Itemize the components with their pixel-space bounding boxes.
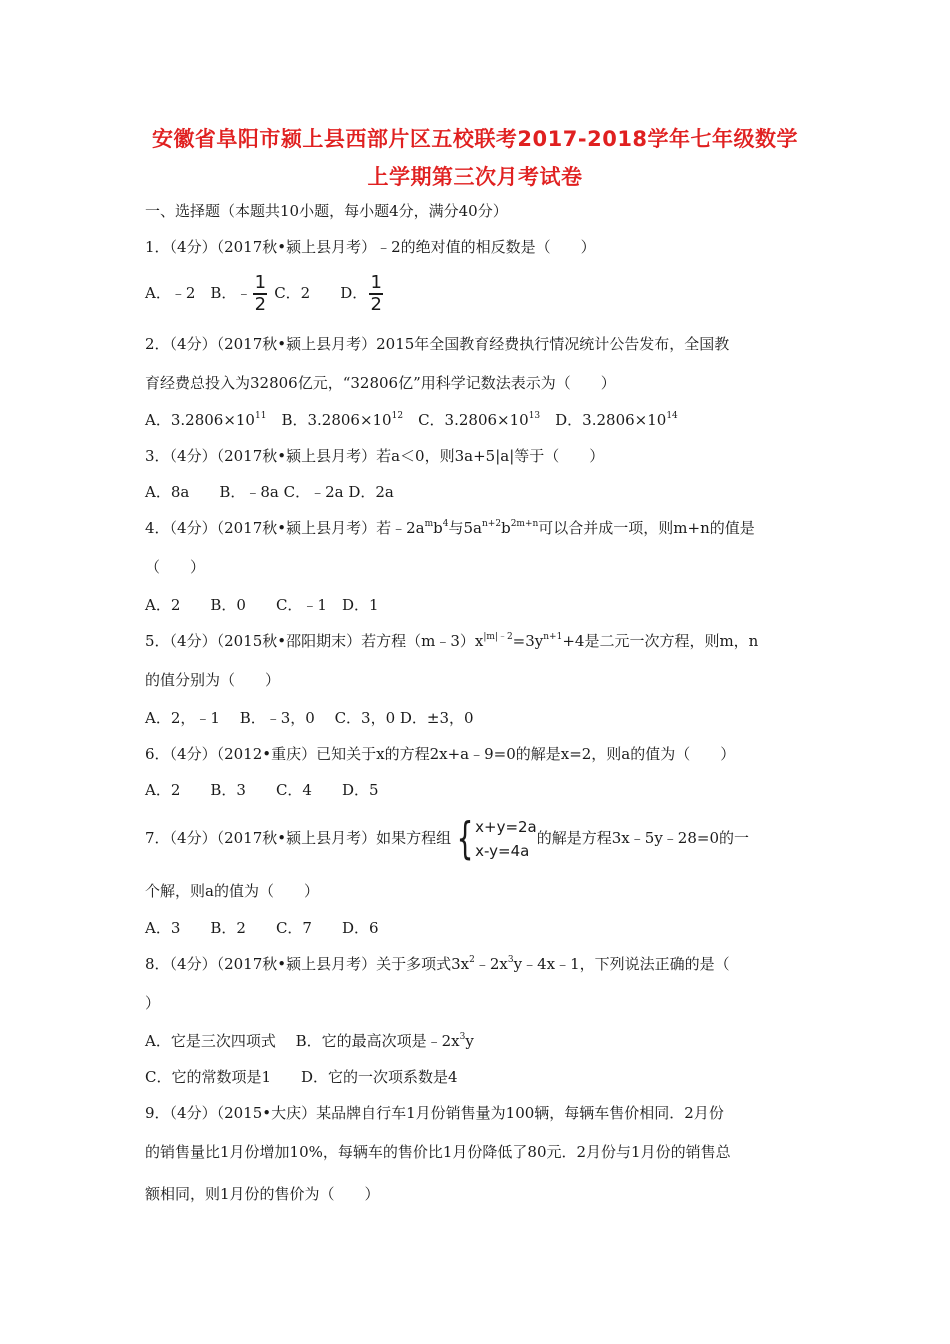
q8-stem-line1 [145,954,730,974]
doc-title-line2: 上学期第三次月考试卷 [367,165,583,189]
q5-text: =3y [512,632,544,650]
q5-exp: n+1 [543,632,563,642]
q8-exp: 2 [469,955,475,965]
q5-text: +4是二元一次方程，则m，n [562,632,759,650]
q7-equation-1: x+y=2a [475,818,537,836]
q2-option-b: B．3.2806×10 [266,411,392,429]
q4-stem-line2: （ ） [145,558,206,576]
q9-stem-line2: 的销售量比1月份增加10%，每辆车的售价比1月份降低了80元．2月份与1月份的销售总 [145,1143,731,1161]
q2-stem-line1: 2．（4分）（2017秋•颍上县月考）2015年全国教育经费执行情况统计公告发布，全国教 [145,335,730,353]
q7-stem-line1 [145,812,749,864]
q4-text: 可以合并成一项，则m+n的值是 [538,519,755,537]
q2-option-a: A．3.2806×10 [145,411,255,429]
q8-text: y﹣4x﹣1，下列说法正确的是（ [513,955,730,973]
q8-text: A．它是三次四项式 B．它的最高次项是﹣2x [145,1032,460,1050]
q6-stem: 6．（4分）（2012•重庆）已知关于x的方程2x+a﹣9=0的解是x=2，则a的值为（ ） [145,745,736,763]
q8-exp: 3 [507,955,514,965]
q8-stem-line2: ） [145,994,161,1012]
q4-exp: n+2 [482,519,502,529]
q2-option-c: C．3.2806×10 [403,411,529,429]
q7-equation-system [475,815,537,863]
q8-options-cd: C．它的常数项是1 D．它的一次项系数是4 [145,1068,458,1086]
q1-option-cd: C．2 D． [274,284,368,302]
q2-options [145,410,678,430]
q4-exp: m [424,519,434,529]
q1-option-ab: A．﹣2 B．﹣ [145,284,252,302]
q7-options: A．3 B．2 C．7 D．6 [145,919,379,937]
q2-option-c-exp: 13 [528,411,541,421]
q8-text: ﹣2x [474,955,508,973]
q1-fraction-b-num: 1 [254,272,267,293]
q9-stem-line3: 额相同，则1月份的售价为（ ） [145,1185,380,1203]
q3-stem: 3．（4分）（2017秋•颍上县月考）若a＜0，则3a+5|a|等于（ ） [145,447,605,465]
q2-option-b-exp: 12 [391,411,404,421]
q5-options: A．2，﹣1 B．﹣3，0 C．3，0 D．±3，0 [145,709,474,727]
q7-text: 7．（4分）（2017秋•颍上县月考）如果方程组 [145,829,452,847]
q7-equation-2: x-y=4a [475,842,530,860]
q7-text: 的解是方程3x﹣5y﹣28=0的一 [536,829,749,847]
q6-options: A．2 B．3 C．4 D．5 [145,781,379,799]
q8-text: 8．（4分）（2017秋•颍上县月考）关于多项式3x [145,955,470,973]
q2-option-a-exp: 11 [254,411,267,421]
q8-text: y [465,1032,474,1050]
q1-stem: 1．（4分）（2017秋•颍上县月考）﹣2的绝对值的相反数是（ ） [145,238,596,256]
q5-exp: |m|﹣2 [483,632,513,642]
q9-stem-line1: 9．（4分）（2015•大庆）某品牌自行车1月份销售量为100辆，每辆车售价相同．2月份 [145,1104,724,1122]
q1-options [145,270,385,316]
q4-text: 与5a [448,519,482,537]
section-heading: 一、选择题（本题共10小题，每小题4分，满分40分） [145,202,508,220]
doc-title-line1: 安徽省阜阳市颍上县西部片区五校联考2017-2018学年七年级数学 [151,127,799,151]
q2-stem-line2: 育经费总投入为32806亿元，“32806亿”用科学记数法表示为（ ） [145,374,616,392]
q1-fraction-b [253,273,267,315]
q7-stem-line2: 个解，则a的值为（ ） [145,882,319,900]
q4-stem-line1 [145,518,755,538]
q8-exp: 3 [459,1032,466,1042]
q4-text: b [501,519,511,537]
q4-exp: 4 [442,519,449,529]
q4-text: b [433,519,443,537]
q2-option-d-exp: 14 [666,411,678,421]
q4-exp: 2m+n [510,519,539,529]
q4-options: A．2 B．0 C．﹣1 D．1 [145,596,379,614]
left-brace-icon: { [456,813,474,864]
q3-options: A．8a B．﹣8a C．﹣2a D．2a [145,483,394,501]
q2-option-d: D．3.2806×10 [540,411,667,429]
q5-stem-line1 [145,631,758,651]
q1-fraction-b-den: 2 [254,294,267,315]
q1-fraction-d [369,273,383,315]
q1-fraction-d-num: 1 [370,272,382,293]
q4-text: 4．（4分）（2017秋•颍上县月考）若﹣2a [145,519,425,537]
q1-fraction-d-den: 2 [370,294,382,315]
q5-text: 5．（4分）（2015秋•邵阳期末）若方程（m﹣3）x [145,632,484,650]
q5-stem-line2: 的值分别为（ ） [145,671,281,689]
q8-options-ab [145,1031,474,1051]
